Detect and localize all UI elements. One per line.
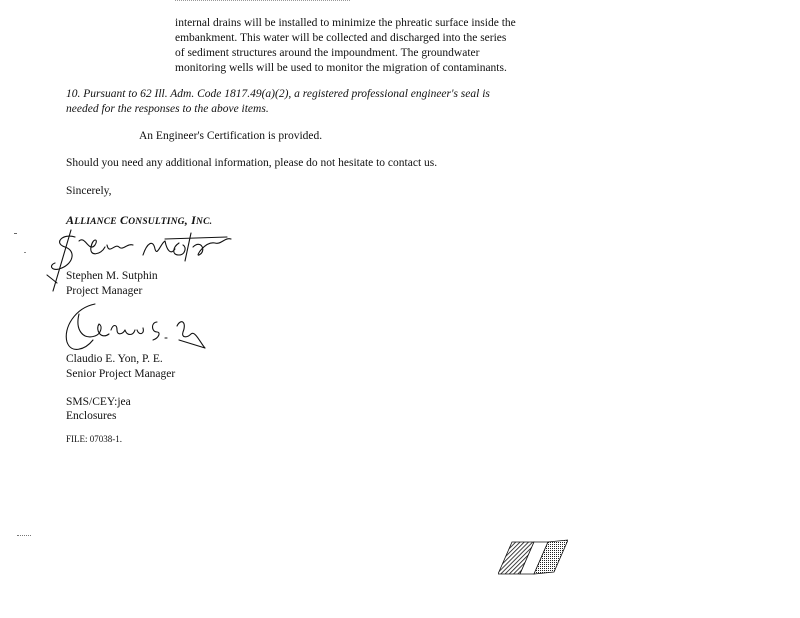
- initials: SMS/CEY:jea: [66, 396, 131, 408]
- enclosures: Enclosures: [66, 410, 117, 422]
- item-10-line-1: 10. Pursuant to 62 Ill. Adm. Code 1817.49(a)(2), a registered professional engineer's seal is: [66, 88, 490, 100]
- company-logo-mark: [498, 538, 568, 576]
- scan-speck: [17, 535, 31, 540]
- firm-name-part: NC.: [196, 217, 213, 227]
- paragraph-line: monitoring wells will be used to monitor the migration of contaminants.: [175, 62, 507, 74]
- response-paragraph: [175, 16, 545, 76]
- firm-name-part: ONSULTING: [128, 217, 185, 227]
- paragraph-line: embankment. This water will be collected and discharged into the series: [175, 32, 507, 44]
- cut-off-text-line: [175, 0, 350, 4]
- file-reference: FILE: 07038-1.: [66, 434, 122, 444]
- firm-name-part: A: [66, 213, 75, 227]
- firm-name-part: C: [116, 213, 129, 227]
- scan-speck: [14, 233, 17, 234]
- signer-2-name: Claudio E. Yon, P. E.: [66, 353, 163, 365]
- item-10-line-2: needed for the responses to the above items.: [66, 103, 269, 115]
- salutation: Sincerely,: [66, 185, 112, 197]
- paragraph-line: internal drains will be installed to minimize the phreatic surface inside the: [175, 17, 516, 29]
- firm-name-part: , I: [184, 213, 197, 227]
- paragraph-line: of sediment structures around the impoundment. The groundwater: [175, 47, 480, 59]
- scan-speck: [24, 252, 26, 253]
- item-10-response: An Engineer's Certification is provided.: [139, 130, 323, 142]
- signer-1-title: Project Manager: [66, 285, 143, 297]
- signer-2-title: Senior Project Manager: [66, 368, 176, 380]
- firm-name-part: LLIANCE: [74, 217, 117, 227]
- signature-claudio-yon: [55, 300, 215, 360]
- closing-note: Should you need any additional information, please do not hesitate to contact us.: [66, 157, 438, 169]
- signer-1-name: Stephen M. Sutphin: [66, 270, 158, 282]
